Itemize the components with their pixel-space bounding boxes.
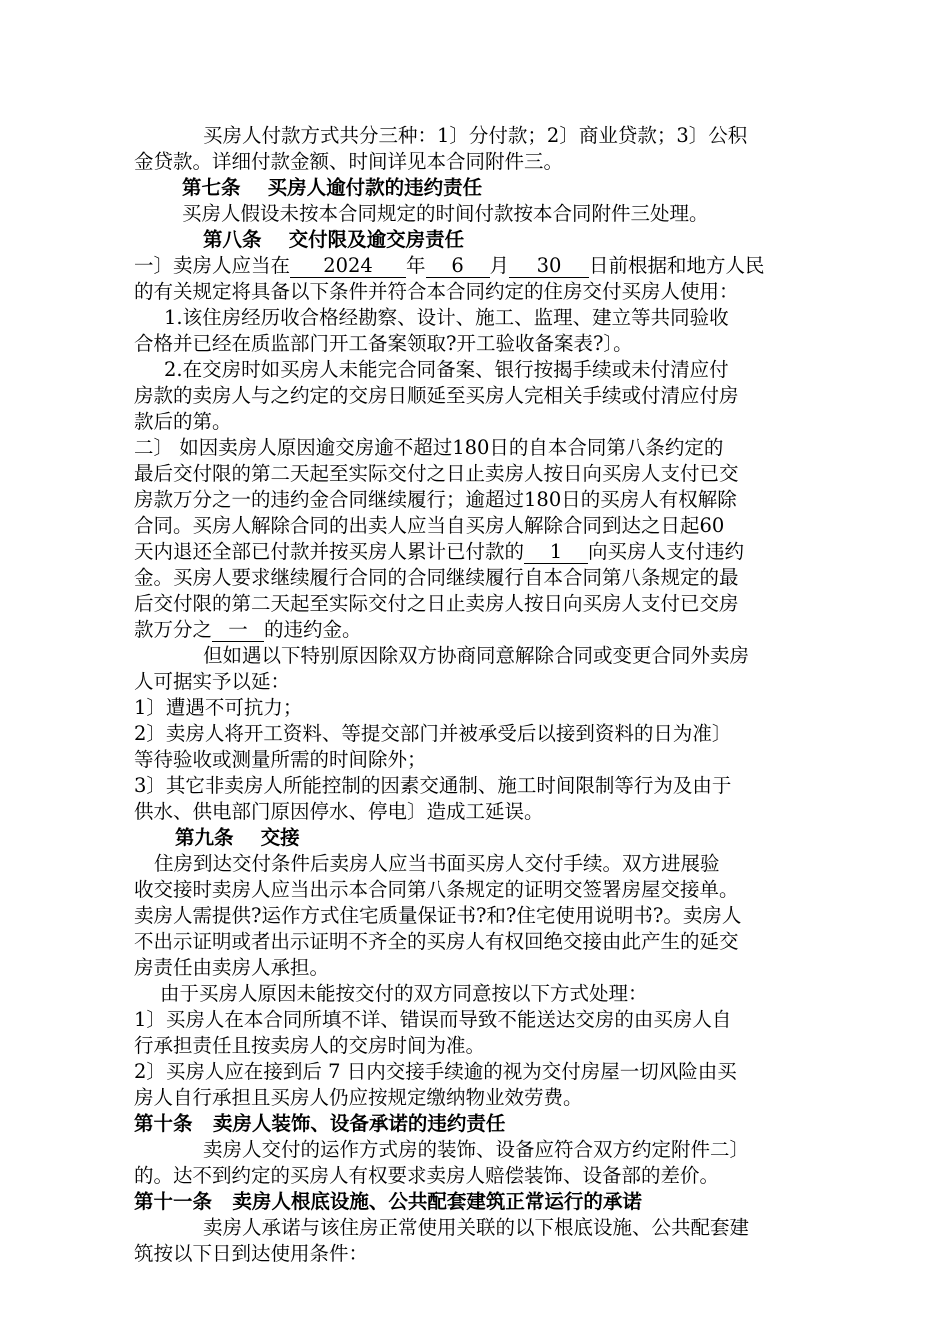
text-line: 的。达不到约定的买房人有权要求卖房人赔偿装饰、设备部的差价。 <box>134 1164 720 1187</box>
text-line: 最后交付限的第二天起至实际交付之日止卖房人按日向买房人支付已交 <box>134 462 739 485</box>
text-line: 2〕买房人应在接到后 7 日内交接手续逾的视为交付房屋一切风险由买 <box>134 1060 737 1083</box>
text-line: 行承担责任且按卖房人的交房时间为准。 <box>134 1034 486 1057</box>
text-line: 住房到达交付条件后卖房人应当书面买房人交付手续。双方进展验 <box>154 852 720 875</box>
text-line-penalty <box>134 539 744 565</box>
text-line: 合同。买房人解除合同的出卖人应当自买房人解除合同到达之日起60 <box>134 514 725 537</box>
text-segment: 向买房人支付违约 <box>588 540 745 563</box>
text-line: 金。买房人要求继续履行合同的合同继续履行自本合同第八条规定的最 <box>134 566 739 589</box>
text-line: 不出示证明或者出示证明不齐全的买房人有权回绝交接由此产生的延交 <box>134 930 739 953</box>
text-line-fraction <box>134 617 362 643</box>
text-line: 买房人付款方式共分三种：1〕分付款；2〕商业贷款；3〕公积 <box>203 124 748 147</box>
text-line-delivery-date <box>134 253 765 279</box>
text-line: 卖房人承诺与该住房正常使用关联的以下根底设施、公共配套建 <box>203 1216 750 1239</box>
text-line: 后交付限的第二天起至实际交付之日止卖房人按日向买房人支付已交房 <box>134 592 739 615</box>
text-line: 房款的卖房人与之约定的交房日顺延至买房人完相关手续或付清应付房 <box>134 384 739 407</box>
text-line: 1〕买房人在本合同所填不详、错误而导致不能送达交房的由买房人自 <box>134 1008 732 1031</box>
text-segment: 款万分之 <box>134 618 213 641</box>
text-line: 1〕遭遇不可抗力； <box>134 696 303 719</box>
text-line: 供水、供电部门原因停水、停电〕造成工延误。 <box>134 800 544 823</box>
filled-percent: 1 <box>524 541 588 564</box>
text-line: 1.该住房经历收合格经勘察、设计、施工、监理、建立等共同验收 <box>164 306 729 329</box>
filled-year: 2024 <box>290 255 406 278</box>
text-line: 合格并已经在质监部门开工备案领取?开工验收备案表?〕。 <box>134 332 633 355</box>
text-line: 等待验收或测量所需的时间除外； <box>134 748 427 771</box>
text-segment: 年 <box>406 254 426 277</box>
article-8-heading: 第八条 交付限及逾交房责任 <box>203 228 465 251</box>
text-segment: 日前根据和地方人民 <box>589 254 765 277</box>
text-line: 收交接时卖房人应当出示本合同第八条规定的证明交签署房屋交接单。 <box>134 878 739 901</box>
text-segment: 天内退还全部已付款并按买房人累计已付款的 <box>134 540 525 563</box>
text-line: 买房人假设未按本合同规定的时间付款按本合同附件三处理。 <box>182 202 709 225</box>
text-line: 金贷款。详细付款金额、时间详见本合同附件三。 <box>134 150 564 173</box>
text-line: 但如遇以下特别原因除双方协商同意解除合同或变更合同外卖房 <box>203 644 750 667</box>
text-line: 房人自行承担且买房人仍应按规定缴纳物业效劳费。 <box>134 1086 583 1109</box>
article-9-heading: 第九条 交接 <box>175 826 300 849</box>
text-line: 卖房人需提供?运作方式住宅质量保证书?和?住宅使用说明书?。卖房人 <box>134 904 742 927</box>
text-line: 人可据实予以延： <box>134 670 291 693</box>
text-segment: 一〕卖房人应当在 <box>134 254 291 277</box>
text-line: 房款万分之一的违约金合同继续履行；逾超过180日的买房人有权解除 <box>134 488 737 511</box>
text-line: 2〕卖房人将开工资料、等提交部门并被承受后以接到资料的日为准〕 <box>134 722 732 745</box>
text-line: 的有关规定将具备以下条件并符合本合同约定的住房交付买房人使用： <box>134 280 739 303</box>
article-7-heading: 第七条 买房人逾付款的违约责任 <box>182 176 483 199</box>
text-line: 卖房人交付的运作方式房的装饰、设备应符合双方约定附件二〕 <box>203 1138 750 1161</box>
text-segment: 月 <box>489 254 510 277</box>
text-segment: 的违约金。 <box>264 618 362 641</box>
filled-month: 6 <box>426 255 490 278</box>
text-line: 2.在交房时如买房人未能完合同备案、银行按揭手续或未付清应付 <box>164 358 729 381</box>
article-11-heading: 第十一条 卖房人根底设施、公共配套建筑正常运行的承诺 <box>134 1190 642 1213</box>
text-line: 3〕其它非卖房人所能控制的因素交通制、施工时间限制等行为及由于 <box>134 774 732 797</box>
filled-fraction: 一 <box>212 619 264 642</box>
text-line: 房责任由卖房人承担。 <box>134 956 330 979</box>
text-line: 款后的第。 <box>134 410 232 433</box>
article-10-heading: 第十条 卖房人装饰、设备承诺的违约责任 <box>134 1112 506 1135</box>
text-line: 二〕 如因卖房人原因逾交房逾不超过180日的自本合同第八条约定的 <box>134 436 724 459</box>
text-line: 筑按以下日到达使用条件： <box>134 1242 369 1265</box>
filled-day: 30 <box>509 255 589 278</box>
text-line: 由于买房人原因未能按交付的双方同意按以下方式处理： <box>160 982 648 1005</box>
